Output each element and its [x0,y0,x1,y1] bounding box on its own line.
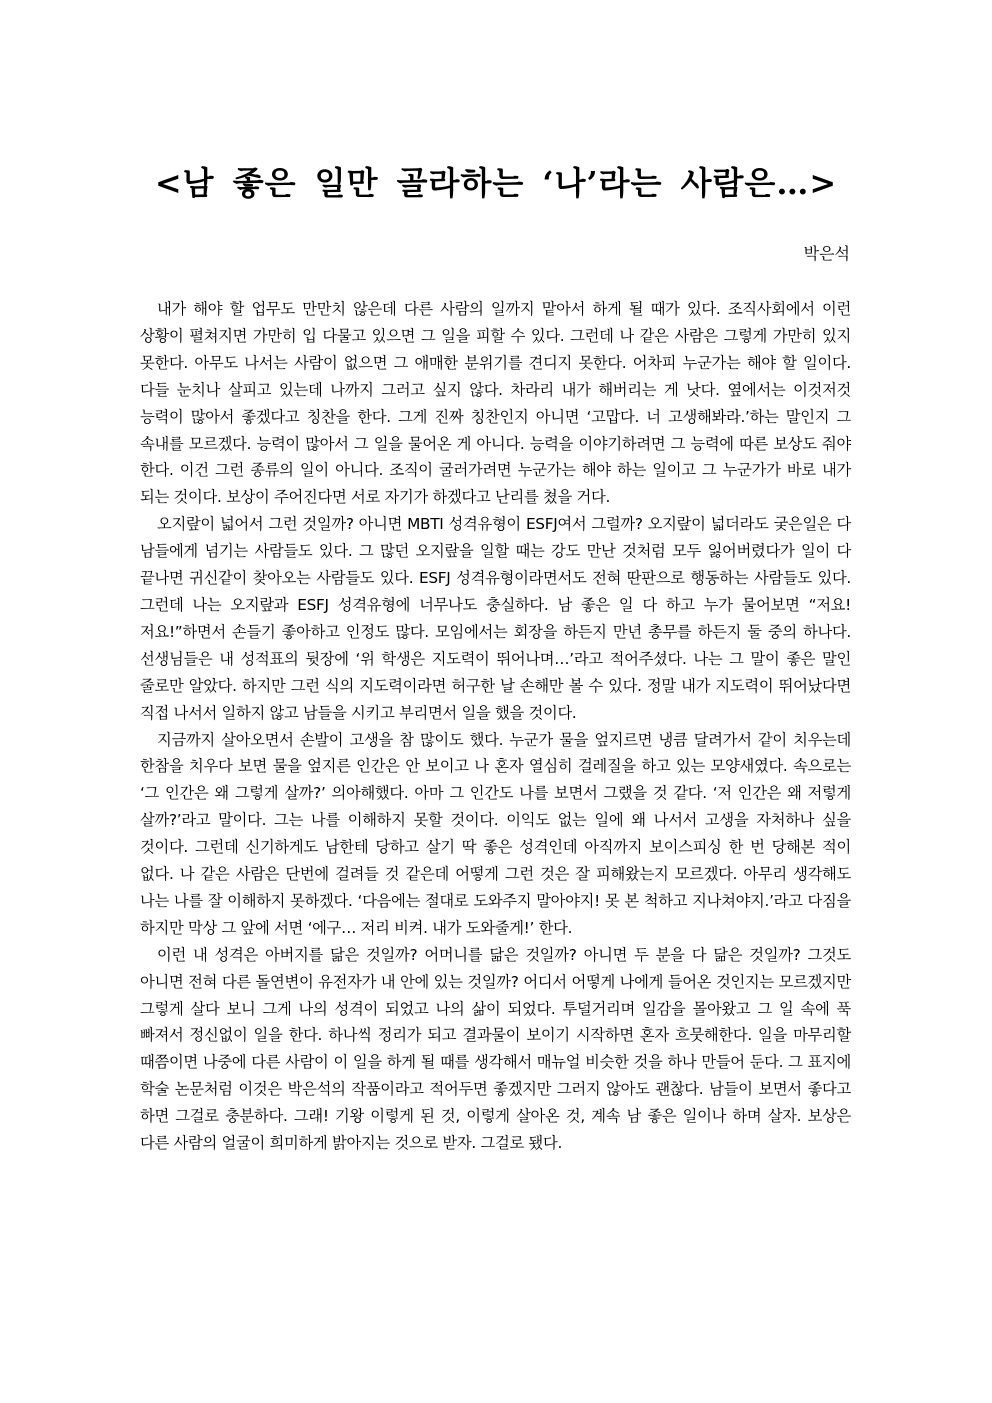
essay-body [140,296,851,1157]
author-name: 박은석 [803,244,850,263]
document-title: <남 좋은 일만 골라하는 ‘나’라는 사람은…> [154,164,838,202]
paragraph: 이런 내 성격은 아버지를 닮은 것일까? 어머니를 닮은 것일까? 아니면 두 분을 다 닮은 것일까? 그것도 아니면 전혀 다른 돌연변이 유전자가 내 안에 있는 것일까? 어디서 어떻게 나에게 들어온 것인지는 모르겠지만 그렇게 살다 보니 그게 나의 성격이 되었고 나의 삶이 되었다. 투덜거리며 일감을 몰아왔고 그 일 속에 푹 빠져서 정신없이 일을 한다. 하나씩 정리가 되고 결과물이 보이기 시작하면 혼자 흐뭇해한다. 일을 마무리할 때쯤이면 나중에 다른 사람이 이 일을 하게 될 때를 생각해서 매뉴얼 비슷한 것을 하나 만들어 둔다. 그 표지에 학술 논문처럼 이것은 박은석의 작품이라고 적어두면 좋겠지만 그러지 않아도 괜찮다. 남들이 보면서 좋다고 하면 그걸로 충분하다. 그래! 기왕 이렇게 된 것, 이렇게 살아온 것, 계속 남 좋은 일이나 하며 살자. 보상은 다른 사람의 얼굴이 희미하게 밝아지는 것으로 받자. 그걸로 됐다. [140,945,851,1153]
paragraph: 오지랖이 넓어서 그런 것일까? 아니면 MBTI 성격유형이 ESFJ여서 그럴까? 오지랖이 넓더라도 궂은일은 다 남들에게 넘기는 사람들도 있다. 그 많던 오지랖을 일할 때는 강도 만난 것처럼 모두 잃어버렸다가 일이 다 끝나면 귀신같이 찾아오는 사람들도 있다. ESFJ 성격유형이라면서도 전혀 딴판으로 행동하는 사람들도 있다. 그런데 나는 오지랖과 ESFJ 성격유형에 너무나도 충실하다. 남 좋은 일 다 하고 누가 물어보면 “저요! 저요!”하면서 손들기 좋아하고 인정도 많다. 모임에서는 회장을 하든지 만년 총무를 하든지 둘 중의 하나다. 선생님들은 내 성적표의 뒷장에 ‘위 학생은 지도력이 뛰어나며…’라고 적어주셨다. 나는 그 말이 좋은 말인 줄로만 알았다. 하지만 그런 식의 지도력이라면 허구한 날 손해만 볼 수 있다. 정말 내가 지도력이 뛰어났다면 직접 나서서 일하지 않고 남들을 시키고 부리면서 일을 했을 것이다. [140,515,851,722]
paragraph: 지금까지 살아오면서 손발이 고생을 참 많이도 했다. 누군가 물을 엎지르면 냉큼 달려가서 같이 치우는데 한참을 치우다 보면 물을 엎지른 인간은 안 보이고 나 혼자 열심히 걸레질을 하고 있는 모양새였다. 속으로는 ‘그 인간은 왜 그렇게 살까?’ 의아해했다. 아마 그 인간도 나를 보면서 그랬을 것 같다. ‘저 인간은 왜 저렇게 살까?’라고 말이다. 그는 나를 이해하지 못할 것이다. 이익도 없는 일에 왜 나서서 고생을 자처하나 싶을 것이다. 그런데 신기하게도 남한테 당하고 살기 딱 좋은 성격인데 아직까지 보이스피싱 한 번 당해본 적이 없다. 나 같은 사람은 단번에 걸려들 것 같은데 어떻게 그런 것은 잘 피해왔는지 모르겠다. 아무리 생각해도 나는 나를 잘 이해하지 못하겠다. ‘다음에는 절대로 도와주지 말아야지! 못 본 척하고 지나쳐야지.’라고 다짐을 하지만 막상 그 앞에 서면 ‘에구… 저리 비켜. 내가 도와줄게!’ 한다. [140,730,851,937]
paragraph: 내가 해야 할 업무도 만만치 않은데 다른 사람의 일까지 맡아서 하게 될 때가 있다. 조직사회에서 이런 상황이 펼쳐지면 가만히 입 다물고 있으면 그 일을 피할 수 있다. 그런데 나 같은 사람은 그렇게 가만히 있지 못한다. 아무도 나서는 사람이 없으면 그 애매한 분위기를 견디지 못한다. 어차피 누군가는 해야 할 일이다. 다들 눈치나 살피고 있는데 나까지 그러고 싶지 않다. 차라리 내가 해버리는 게 낫다. 옆에서는 이것저것 능력이 많아서 좋겠다고 칭찬을 한다. 그게 진짜 칭찬인지 아니면 ‘고맙다. 너 고생해봐라.’하는 말인지 그 속내를 모르겠다. 능력이 많아서 그 일을 물어온 게 아니다. 능력을 이야기하려면 그 능력에 따른 보상도 줘야 한다. 이건 그런 종류의 일이 아니다. 조직이 굴러가려면 누군가는 해야 하는 일이고 그 누군가가 바로 내가 되는 것이다. 보상이 주어진다면 서로 자기가 하겠다고 난리를 쳤을 거다. [140,300,851,507]
